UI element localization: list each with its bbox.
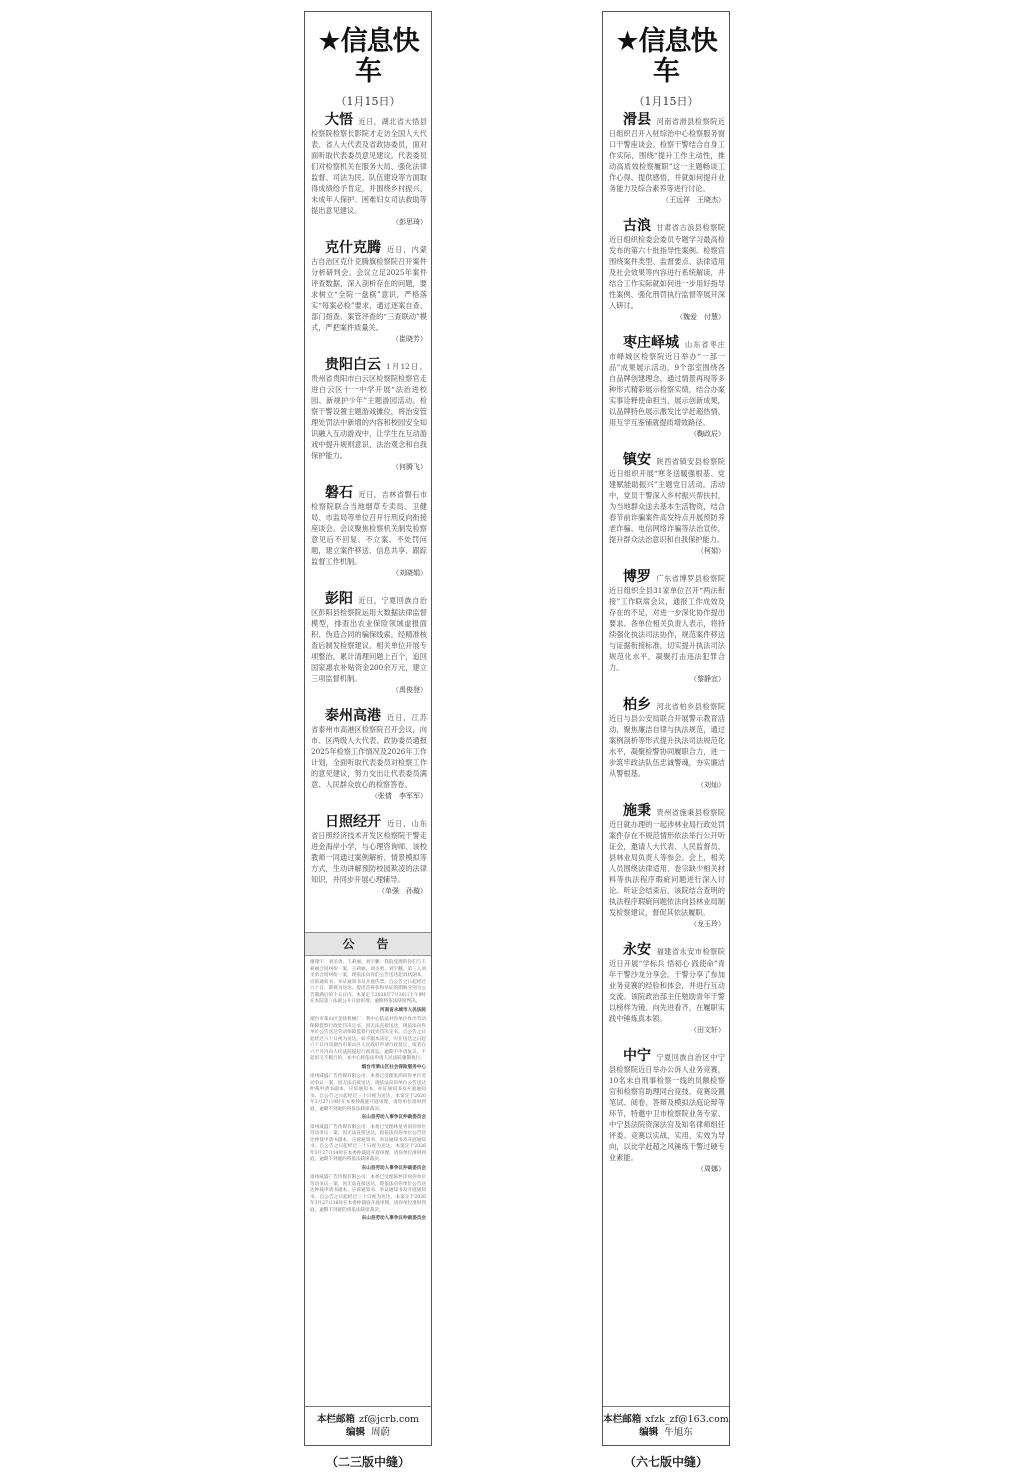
notice-signature: 东山县劳动人事争议仲裁委员会	[361, 1115, 426, 1120]
news-item	[311, 241, 427, 344]
editor-label: 编辑	[639, 1427, 659, 1438]
notice-paragraph: 烟台市莱山区金扬机械厂：我中心依法对你单位作出劳动保障监察行政处罚决定书，因无法直接送达，现依法向你单位公告送达劳动保障监察行政处罚决定书。自公告之日起经过六十日视为送达。如不服本决定，可在送达之日起六十日内向烟台市莱山区人民政府申请行政复议，或者在六个月内向人民法院提起行政诉讼。逾期不申请复议、不起诉又不履行的，本中心将依法申请人民法院强制执行。	[310, 1017, 426, 1061]
news-byline: （彭思琦）	[392, 218, 427, 226]
seam-label: （二三版中缝）	[325, 1455, 410, 1469]
masthead: ★信息快车	[317, 26, 419, 87]
news-byline: （刘灿）	[697, 781, 725, 789]
news-place: 大悟	[325, 112, 353, 128]
news-place: 施秉	[623, 803, 651, 819]
notice-body	[305, 956, 431, 1230]
notice-title: 公 告	[305, 933, 431, 956]
news-item	[609, 943, 725, 1035]
news-byline: （崔晓芳）	[392, 335, 427, 343]
mailbox-address[interactable]: zf@jcrb.com	[359, 1414, 419, 1425]
notice-paragraph: 漳州威盛广告传媒有限公司：本委已受理陈怀泽同你单位劳动争议一案，因无法直接送达，现依法向你单位公告送达仲裁申请书副本、应诉通知书、举证通知书及开庭通知书。自公告之日起经过三十日视为送达。本案定于2026年3月27日16时在本委仲裁庭开庭审理，请你单位准时到庭，逾期不到庭的将依法缺席裁决。	[310, 1175, 426, 1213]
news-byline: （何腾飞）	[392, 463, 427, 471]
news-place: 博罗	[623, 569, 651, 585]
news-text: 近日，内蒙古自治区克什克腾旗检察院召开案件分析研判会。会议立足2025年案件评查数据，深入剖析存在的问题，要求树立“全院一盘棋”意识，严格落实“每案必检”要求，通过逐案自查、部门指查、案管评查的“三查联动”模式，严把案件质量关。	[311, 245, 427, 332]
notice-signature: 烟台市莱山区社会保险服务中心	[361, 1064, 426, 1070]
right-column	[602, 11, 730, 1446]
news-list	[603, 113, 729, 1174]
news-byline: （龙玉玲）	[690, 920, 725, 928]
news-place: 镇安	[623, 452, 651, 468]
news-place: 滑县	[623, 112, 651, 128]
news-text: 近日，山东省日照经济技术开发区检察院干警走进金海岸小学，与心理咨询师、该校教师一同通过案例解析、情景模拟等方式，生动讲解预防校园欺凌的法律知识，并同步开展心理辅导。	[311, 819, 427, 884]
notice-signature: 东山县劳动人事争议仲裁委员会	[361, 1165, 426, 1171]
news-byline: （禹俊登）	[392, 686, 427, 694]
news-byline: （王远祥 王晓杰）	[662, 196, 725, 204]
news-byline: （周娜）	[697, 1165, 725, 1173]
news-text: 福建省永安市检察院近日开展“学标兵 悟初心 践使命”青年干警沙龙分享会。干警分享了参加业务竞赛的经验和体会，并进行互动交流。该院政治部主任勉励青年干警以榜样为镜、向先进看齐，在履职实践中锤炼真本领。	[609, 947, 725, 1023]
news-list	[305, 113, 431, 896]
news-text: 1月12日，贵州省贵阳市白云区检察院检察官走进白云区十一中学开展“法治进校园、新规护少年”主题游园活动。检察干警设置主题游戏摊位，将治安管理处罚法中新增的内容和校园安全知识融入互动游戏中，让学生在互动游戏中提升规则意识、法治观念和自我保护能力。	[311, 362, 427, 460]
mailbox-label: 本栏邮箱	[317, 1414, 356, 1425]
news-place: 彭阳	[325, 591, 353, 607]
left-column	[304, 11, 432, 1446]
news-item	[311, 358, 427, 472]
news-item	[311, 486, 427, 578]
news-text: 河北省柏乡县检察院近日与县公安局联合开展警示教育活动，聚焦廉洁自律与执法规范，通过案例剖析等形式提升执法司法规范化水平，凝聚检警协同履职合力，进一步筑牢政法队伍忠诚警魂，夯实廉洁从警根基。	[609, 702, 725, 778]
seam-label: （六七版中缝）	[623, 1455, 708, 1469]
news-place: 磐石	[325, 485, 353, 501]
news-item	[609, 1049, 725, 1174]
news-item	[609, 336, 725, 439]
news-byline: （单强 孙璇）	[378, 887, 427, 895]
news-item	[609, 453, 725, 556]
column-footer	[305, 1406, 431, 1439]
news-item	[311, 592, 427, 695]
news-item	[609, 804, 725, 929]
news-text: 近日，宁夏回族自治区彭阳县检察院运用大数据法律监督模型，排查出农业保险领域虚报面积、伪造合同的骗保线索，经精准核查后制发检察建议。相关单位开展专项整治，累计清理问题上百个，追回国家惠农补贴资金200余万元，建立三项监督机制。	[311, 596, 427, 683]
issue-date: （1月15日）	[633, 95, 699, 108]
news-item	[311, 815, 427, 896]
news-text: 贵州省施秉县检察院近日就办理的一起涉林业局行政处罚案件存在不规范情形依法举行公开听证会，邀请人大代表、人民监督员、县林业局负责人等参会。会上，相关人员围绕法律适用、卷宗缺少相关材料等执法程序瑕疵问题进行深入讨论。听证会结束后，该院结合查明的执法程序瑕疵问题依法向县林业局制发检察建议，督促其依法履职。	[609, 808, 725, 917]
news-place: 贵阳白云	[325, 357, 381, 373]
news-byline: （田文轩）	[690, 1026, 725, 1034]
news-text: 甘肃省古浪县检察院近日组织检委会委员专题学习最高检发布的第六十批指导性案例。检察官围绕案件类型、监督要点、法律适用及社会效果等内容进行系统解读，并结合工作实际就如何进一步用好指导性案例、强化刑罚执行监督等展开深入研讨。	[609, 223, 725, 310]
masthead: ★信息快车	[615, 26, 717, 87]
editor-name: 周蔚	[371, 1427, 391, 1438]
notice-signature: 东山县劳动人事争议仲裁委员会	[361, 1216, 426, 1221]
news-place: 中宁	[623, 1048, 651, 1064]
news-place: 日照经开	[325, 814, 381, 830]
news-item	[609, 113, 725, 205]
news-item	[609, 570, 725, 684]
news-item	[311, 113, 427, 227]
news-text: 河南省滑县检察院近日组织召开入驻综治中心检察服务窗口干警座谈会。检察干警结合自身工作实际，围绕“提升工作主动性，推动高质效检察履职”这一主题畅谈工作心得、提供感悟，并就如何提升业务能力及综合素养等进行讨论。	[609, 117, 725, 193]
news-text: 陕西省镇安县检察院近日组织开展“寒冬送暖强根基、党建赋能助振兴”主题党日活动。活动中，党员干警深入乡村振兴帮扶村，为当地群众送去基本生活物资，结合春节前诈骗案件高发特点开展预防养老诈骗、电信网络诈骗等法治宣传，提升群众法治意识和自我保护能力。	[609, 457, 725, 544]
news-item	[609, 219, 725, 322]
news-item	[609, 698, 725, 790]
news-text: 近日，江苏省泰州市高港区检察院召开会议，向市、区两级人大代表、政协委员通报2025年检察工作情况及2026年工作计划，全面听取代表委员对检察工作的意见建议，努力交出让代表委员满意、人民群众放心的检察答卷。	[311, 713, 427, 789]
news-byline: （张倩 李军军）	[371, 792, 427, 800]
mailbox-address[interactable]: xfzk_zf@163.com	[645, 1414, 729, 1425]
news-byline: （刘晓娟）	[392, 569, 427, 577]
news-text: 近日，吉林省磐石市检察院联合当地烟草专卖局、卫健局、市监局等单位召开行刑反向衔接座谈会。会议聚焦检察机关制发检察意见后不回复、不立案、不处罚问题，建立案件移送、信息共享、跟踪监督工作机制。	[311, 490, 427, 566]
news-place: 克什克腾	[325, 240, 381, 256]
news-item	[311, 709, 427, 801]
notice-section	[305, 932, 431, 1352]
news-byline: （柯娟）	[697, 547, 725, 555]
notice-paragraph: 谢翔宇、刘圣勇、王莉丽、刘宇鹏：我院受理的你们与王莉丽合同纠纷一案，王莉丽、刘圣勇、刘宇鹏，第三人刘圣勇合同纠纷一案，现依法向你们公告送达起诉状副本、应诉通知书、举证通知书及开庭传票。自公告之日起经过六十日，即视为送达。提出答辩状和举证的期限分别为公告期满后的十五日内。本案定于2026年7月30日上午9时在本院第三法庭公开开庭审理，逾期将依法缺席判决。	[310, 960, 426, 1004]
mailbox-label: 本栏邮箱	[603, 1414, 642, 1425]
news-place: 泰州高港	[325, 708, 381, 724]
news-text: 宁夏回族自治区中宁县检察院近日举办公诉人业务竞赛，10名未自刑事检察一线的员额检察官和检察官助理同台竞技。竞赛设置笔试、阅卷、答辩及模拟法庭论辩等环节，特邀中卫市检察院业务专家、中宁县法院资深法官及知名律师组任评委。竞赛以实战、实用、实效为导向，以比学赶超之风锤炼干警过硬专业素能。	[609, 1053, 725, 1162]
news-byline: （鞠政辰）	[690, 430, 725, 438]
news-place: 永安	[623, 942, 651, 958]
editor-label: 编辑	[345, 1427, 365, 1438]
news-place: 枣庄峄城	[623, 335, 679, 351]
news-place: 柏乡	[623, 697, 651, 713]
notice-paragraph: 漳州威盛广告传媒有限公司：本委已受理林星男同你单位劳动争议一案，因无法直接送达，现依法向你单位公告送达仲裁申请书副本、应诉通知书、举证通知书及开庭通知书。自公告之日起经过三十日视为送达。本案定于2026年3月27日14时在本委仲裁庭开庭审理，请你单位准时到庭，逾期不到庭的将依法缺席裁决。	[310, 1124, 426, 1162]
news-text: 广东省博罗县检察院近日组织全县31家单位召开“两法衔接”工作联席会议，通报工作成效及存在的不足，对进一步深化协作提出要求。各单位相关负责人表示，将持续强化执法司法协作，规范案件移送与证据衔接标准，切实提升执法司法规范化水平，凝聚打击违法犯罪合力。	[609, 574, 725, 672]
issue-date: （1月15日）	[335, 95, 401, 108]
news-text: 山东省枣庄市峄城区检察院近日举办“一部一品”成果展示活动，9个部室围绕各自品牌创建理念，通过情景再现等多种形式精彩展示检察实绩，结合办案实事诠释使命担当，展示创新成果，以品牌特色展示激发比学赶超热情，用互学互鉴铺就提质增效路径。	[609, 340, 725, 427]
news-byline: （黎静宜）	[690, 675, 725, 683]
editor-name: 牛旭东	[664, 1427, 693, 1438]
column-footer	[603, 1406, 729, 1439]
news-text: 近日，湖北省大悟县检察院检察长影院才走访全国人大代表、省人大代表及省政协委员，面对面听取代表委员意见建议。代表委员们对检察机关在服务大局、强化法律监督、司法为民、队伍建设等方面取得成绩给予肯定，并围绕乡村振兴、未成年人保护、困难妇女司法救助等提出意见建议。	[311, 117, 427, 215]
notice-paragraph: 漳州威盛广告传媒有限公司：本委已受理张鸿同你单位劳动争议一案，因无法直接送达，现依法向你单位公告送达仲裁申请书副本、应诉通知书、举证通知书及开庭通知书。自公告之日起经过三十日视为送达。本案定于2026年3月27日9时在本委仲裁庭开庭审理，请你单位准时到庭，逾期不到庭的将依法缺席裁决。	[310, 1074, 426, 1112]
news-place: 古浪	[623, 218, 651, 234]
notice-signature: 河南省永城市人民法院	[380, 1007, 426, 1013]
news-byline: （魏爱 付慧）	[676, 313, 725, 321]
